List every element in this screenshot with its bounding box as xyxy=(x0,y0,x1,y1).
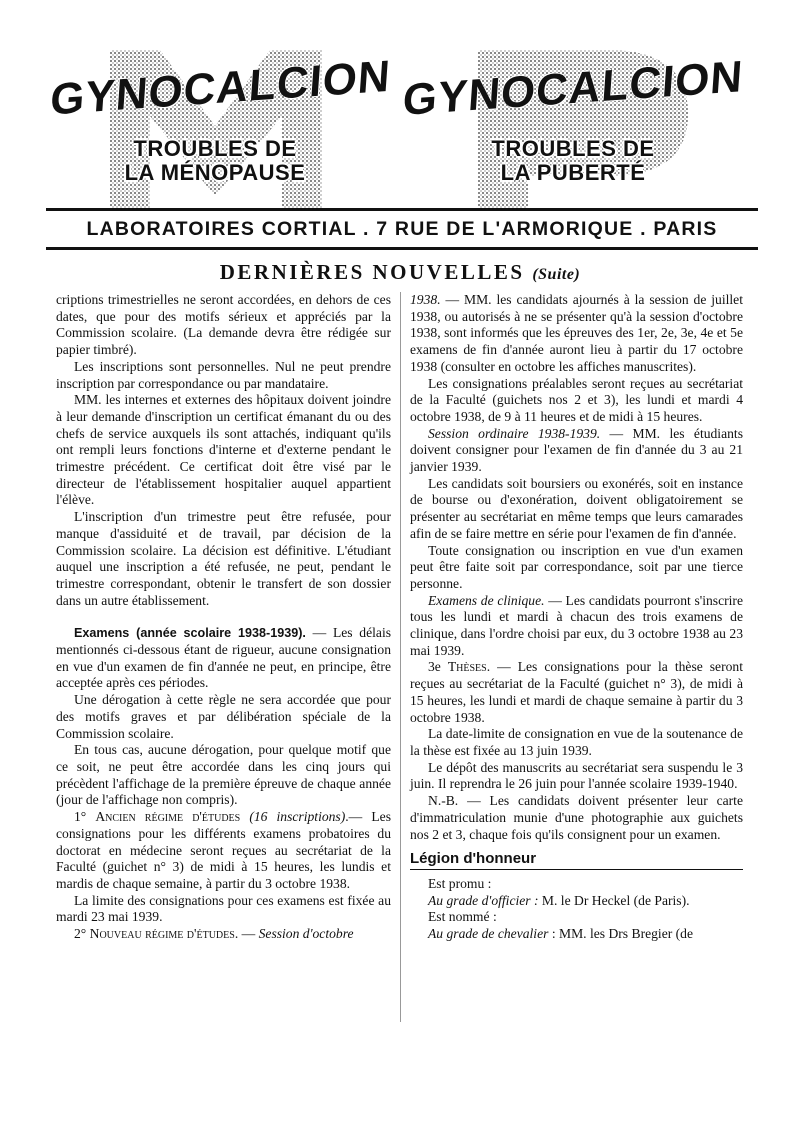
advert-line-2: LA MÉNOPAUSE xyxy=(124,160,306,185)
paragraph-text: — MM. les étudiants doivent consigner pour l'examen de fin d'année du 3 au 21 janvier 1939. xyxy=(410,425,743,475)
paragraph: Les consignations préalables seront reçues au secrétariat de la Faculté (guichets nos 2 et 3), les lundi et mardi 4 octobre 1938, de 9 à 11 heures et de midi à 15 heures. xyxy=(410,375,743,424)
heading-suite: (Suite) xyxy=(532,266,581,283)
item-note: Au grade d'officier : xyxy=(428,892,539,908)
paragraph xyxy=(410,593,743,660)
section-heading-legion-honneur xyxy=(410,851,743,870)
paragraph: La date-limite de consignation en vue de la soutenance de la thèse est fixée au 13 juin 1939. xyxy=(410,726,743,758)
item-note: 1938. xyxy=(410,292,441,307)
item-title: Ancien régime d'études xyxy=(95,809,241,825)
advert-line-1: TROUBLES DE xyxy=(133,136,297,161)
paragraph: La limite des consignations pour ces examens est fixée au mardi 23 mai 1939. xyxy=(56,892,391,925)
item-number: 1° xyxy=(74,809,96,825)
paragraph-nouveau-regime xyxy=(56,926,391,943)
paragraph: N.-B. — Les candidats doivent présenter leur carte d'immatriculation munie d'une photographie aux guichets nos 2 et 3, chaque fois qu'ils consignent pour un examen. xyxy=(410,793,743,842)
item-note: Session ordinaire 1938-1939. xyxy=(428,425,601,441)
paragraph xyxy=(410,292,743,376)
left-column xyxy=(56,292,391,943)
paragraph: MM. les internes et externes des hôpitaux doivent joindre à leur demande d'inscription un certificat émanant du ou des chefs de service auxquels ils sont attachés, indiquant qu'ils ont rempli leurs fonctions d'interne et d'externe pendant le trimestre précédent. Ce certificat doit être visé par le directeur de l'établissement hospitalier auquel appartient l'élève. xyxy=(56,392,391,508)
paragraph-text: — Les délais mentionnés ci-dessous étant de rigueur, aucune consignation en vue d'un examen de fin d'année ne peut, en principe, être acceptée après ces périodes. xyxy=(56,625,392,691)
item-note: Examens de clinique. xyxy=(428,592,545,608)
item-title: Thèses xyxy=(447,659,487,675)
advert-menopause xyxy=(48,36,393,208)
paragraph: En tous cas, aucune dérogation, pour quelque motif que ce soit, ne peut être accordée dans les cinq jours qui précèdent l'affichage de la première épreuve de chaque année (jour de l'affichage non compris). xyxy=(56,742,391,808)
item-note: (16 inscriptions) xyxy=(249,809,346,825)
section-title: Légion d'honneur xyxy=(410,850,537,868)
item-note: Au grade de chevalier xyxy=(428,926,549,942)
paragraph xyxy=(410,426,743,476)
paragraph-exams xyxy=(56,625,391,692)
brand-name: GYNOCALCION xyxy=(48,51,393,125)
paragraph-text: M. le Dr Heckel (de Paris). xyxy=(538,892,690,908)
heading-title: DERNIÈRES NOUVELLES xyxy=(219,260,525,284)
brand-name: GYNOCALCION xyxy=(401,51,745,126)
paragraph: Une dérogation à cette règle ne sera accordée que pour des motifs graves et par délibération spéciale de la Commission scolaire. xyxy=(56,692,391,741)
paragraph: criptions trimestrielles ne seront accordées, en dehors de ces dates, que pour des motifs sérieux et appréciés par la Commission scolaire. (La demande devra être rédigée sur papier timbré). xyxy=(56,292,391,358)
spacer xyxy=(56,609,391,625)
paragraph-text: . — xyxy=(234,926,259,942)
paragraph: Toute consignation ou inscription en vue d'un examen peut être faite soit par correspondance, soit par une tierce personne. xyxy=(410,542,743,591)
item-number: 2° xyxy=(74,926,90,942)
paragraph xyxy=(410,893,743,910)
paragraph-text: — Les candidats pourront s'inscrire tous les lundi et mardi à chacun des trois examens de clinique, dans l'ordre choisi par eux, du 3 octobre 1938 au 23 mai 1939. xyxy=(410,592,743,658)
item-note: Session d'octobre xyxy=(258,926,354,942)
advert-puberte xyxy=(398,36,748,208)
paragraph-ancien-regime xyxy=(56,809,391,893)
paragraph xyxy=(410,926,743,943)
paragraph-text: — MM. les candidats ajournés à la session de juillet 1938, ou autorisés à ne se présenter qu'à la session d'octobre 1938, sont informés que les épreuves des 1er, 2e, 3e, 4e et 5e examens de fin d'année auront lieu à partir du 17 octobre 1938 (consulter en octobre les affiches manuscrites). xyxy=(410,292,743,374)
paragraph: Le dépôt des manuscrits au secrétariat sera suspendu le 3 juin. Il reprendra le 26 juin pour l'année scolaire 1939-1940. xyxy=(410,759,743,792)
laboratory-address: LABORATOIRES CORTIAL . 7 RUE DE L'ARMORIQUE . PARIS xyxy=(46,208,758,250)
item-title: Nouveau régime d'études xyxy=(89,926,235,942)
paragraph: L'inscription d'un trimestre peut être refusée, pour manque d'assiduité et de travail, par décision de la Commission scolaire. La décision est définitive. L'étudiant auquel une inscription a été refusée, ne peut, pendant le trimestre correspondant, obtenir le transfert de son dossier dans un autre établissement. xyxy=(56,509,391,608)
section-title: Examens (année scolaire 1938-1939). xyxy=(74,626,306,641)
paragraph: Les inscriptions sont personnelles. Nul ne peut prendre inscription par correspondance ou par mandataire. xyxy=(56,358,391,391)
paragraph-text: . — Les consignations pour la thèse seront reçues au secrétariat de la Faculté (guichet n° 3), de midi à 15 heures, les lundi et mardi de chaque semaine à partir du 3 octobre 1938. xyxy=(410,659,743,725)
paragraph: Est nommé : xyxy=(428,909,497,925)
paragraph: Est promu : xyxy=(428,875,492,891)
page-heading xyxy=(50,260,750,285)
advert-line-2: LA PUBERTÉ xyxy=(500,160,646,185)
advert-line-1: TROUBLES DE xyxy=(491,136,655,161)
column-divider xyxy=(400,292,401,1022)
item-number: 3e xyxy=(428,659,448,675)
paragraph-theses xyxy=(410,659,743,726)
paragraph-text: .— Les consignations pour les différents examens probatoires du doctorat en médecine seront reçues au secrétariat de la Faculté (guichet n° 3) de midi à 15 heures, les lundis et mardis de chaque semaine, à partir du 3 octobre 1938. xyxy=(56,809,391,891)
right-column xyxy=(410,292,743,943)
paragraph: Les candidats soit boursiers ou exonérés, soit en instance de bourse ou d'exonération, doivent obligatoirement se présenter au secrétariat en même temps que leurs camarades afin de se faire mettre en série pour l'examen de fin d'année. xyxy=(410,475,743,541)
paragraph-text: : MM. les Drs Bregier (de xyxy=(548,926,694,942)
